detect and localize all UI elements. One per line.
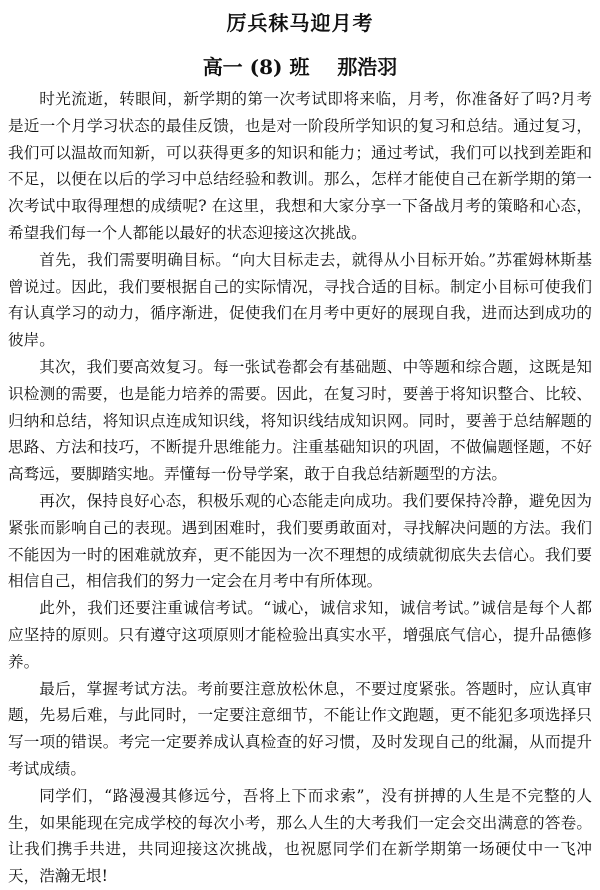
paragraph-integrity: 此外，我们还要注重诚信考试。“诚心，诚信求知，诚信考试。”诚信是每个人都应坚持的原则。只有遵守这项原则才能检验出真实水平，增强底气信心，提升品德修养。 <box>8 599 592 671</box>
document-body <box>8 86 592 890</box>
paragraph-mindset: 再次，保持良好心态，积极乐观的心态能走向成功。我们要保持冷静，避免因为紧张而影响自己的表现。遇到困难时，我们要勇敢面对，寻找解决问题的方法。我们不能因为一时的困难就放弃，更不能因为一次不理想的成绩就彻底失去信心。我们要相信自己，相信我们的努力一定会在月考中有所体现。 <box>8 491 592 591</box>
document-title: 厉兵秣马迎月考 <box>226 11 374 35</box>
paragraph-review: 其次，我们要高效复习。每一张试卷都会有基础题、中等题和综合题，这既是知识检测的需要，也是能力培养的需要。因此，在复习时，要善于将知识整合、比较、归纳和总结，将知识点连成知识线，将知识线结成知识网。同时，要善于总结解题的思路、方法和技巧，不断提升思维能力。注重基础知识的巩固，不做偏题怪题，不好高骛远，要脚踏实地。弄懂每一份导学案，敢于自我总结新题型的方法。 <box>8 357 592 484</box>
paragraph-goals: 首先，我们需要明确目标。“向大目标走去，就得从小目标开始。”苏霍姆林斯基曾说过。因此，我们要根据自己的实际情况，寻找合适的目标。制定小目标可使我们有认真学习的动力，循序渐进，促使我们在月考中更好的展现自我，进而达到成功的彼岸。 <box>8 250 592 350</box>
paragraph-methods: 最后，掌握考试方法。考前要注意放松休息，不要过度紧张。答题时，应认真审题，先易后难，与此同时，一定要注意细节，不能让作文跑题，更不能犯多项选择只写一项的错误。考完一定要养成认真检查的好习惯，及时发现自己的纰漏，从而提升考试成绩。 <box>8 679 592 778</box>
paragraph-closing: 同学们，“路漫漫其修远兮，吾将上下而求索”，没有拼搏的人生是不完整的人生，如果能现在完成学校的每次小考，那么人生的大考我们一定会交出满意的答卷。让我们携手共进，共同迎接这次挑战，也祝愿同学们在新学期第一场硬仗中一飞冲天，浩瀚无垠! <box>8 786 592 886</box>
paragraph-intro: 时光流逝，转眼间，新学期的第一次考试即将来临，月考，你准备好了吗?月考是近一个月学习状态的最佳反馈，也是对一阶段所学知识的复习和总结。通过复习，我们可以温故而知新，可以获得更多的知识和能力；通过考试，我们可以找到差距和不足，以便在以后的学习中总结经验和教训。那么，怎样才能使自己在新学期的第一次考试中取得理想的成绩呢? 在这里，我想和大家分享一下备战月考的策略和心态，希望我们每一个人都能以最好的状态迎接这次挑战。 <box>8 90 592 242</box>
author-line: 高一 (8) 班 那浩羽 <box>202 55 398 79</box>
